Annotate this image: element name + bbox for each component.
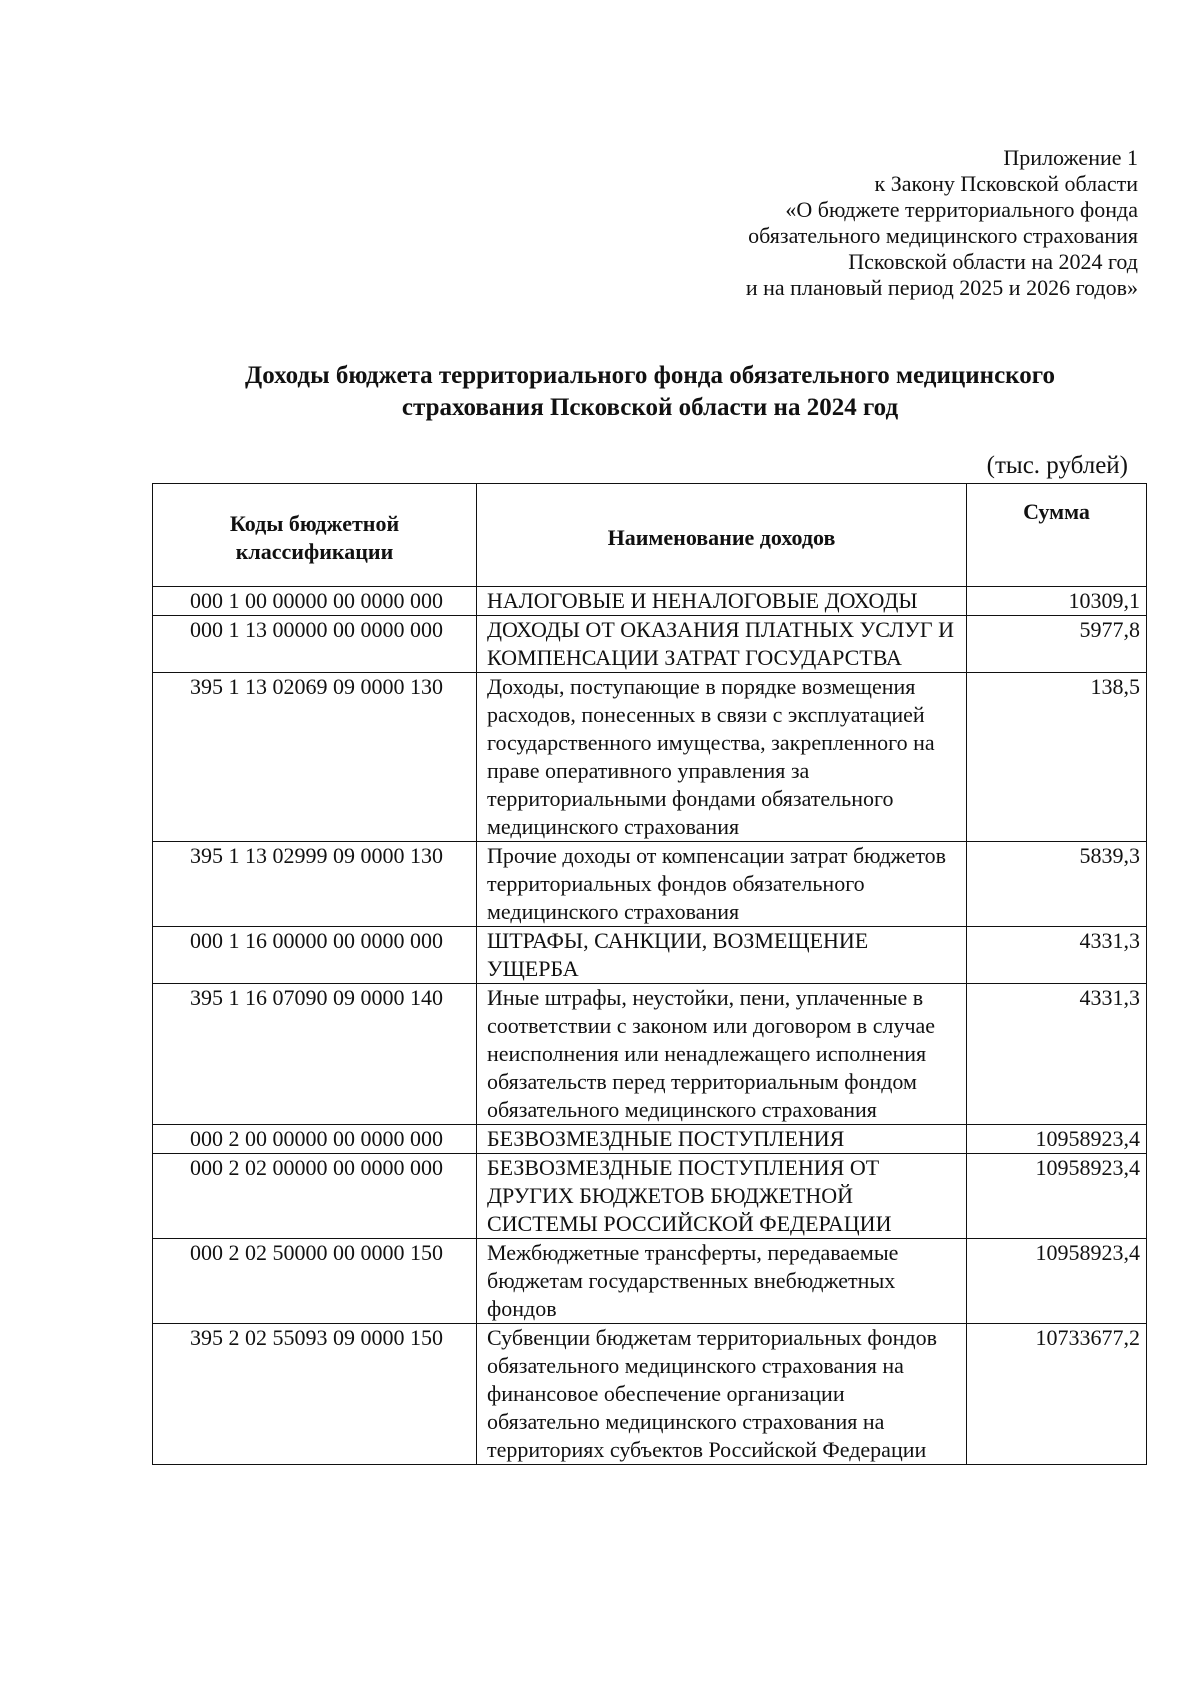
table-row (153, 1324, 1147, 1465)
name-cell: Прочие доходы от компенсации затрат бюджетов территориальных фондов обязательного медицинского страхования (477, 842, 967, 927)
name-cell: Доходы, поступающие в порядке возмещения расходов, понесенных в связи с эксплуатацией государственного имущества, закрепленного на праве оперативного управления за территориальными фондами обязательного медицинского страхования (477, 673, 967, 842)
name-cell: ШТРАФЫ, САНКЦИИ, ВОЗМЕЩЕНИЕ УЩЕРБА (477, 927, 967, 984)
appendix-line: и на плановый период 2025 и 2026 годов» (745, 275, 1138, 300)
header-sum: Сумма (967, 484, 1147, 587)
code-cell: 000 2 00 00000 00 0000 000 (153, 1125, 477, 1154)
name-cell: БЕЗВОЗМЕЗДНЫЕ ПОСТУПЛЕНИЯ (477, 1125, 967, 1154)
code-cell: 000 1 00 00000 00 0000 000 (153, 587, 477, 616)
table-row (153, 1239, 1147, 1324)
title-line: Доходы бюджета территориального фонда обязательного медицинского (245, 362, 1055, 389)
amount-cell: 10958923,4 (967, 1239, 1147, 1324)
header-code (153, 484, 477, 587)
appendix-line: Псковской области на 2024 год (848, 249, 1138, 274)
amount-cell: 10958923,4 (967, 1154, 1147, 1239)
amount-cell: 4331,3 (967, 927, 1147, 984)
table-row (153, 1125, 1147, 1154)
code-cell: 395 1 16 07090 09 0000 140 (153, 984, 477, 1125)
code-cell: 395 1 13 02069 09 0000 130 (153, 673, 477, 842)
code-cell: 395 2 02 55093 09 0000 150 (153, 1324, 477, 1465)
name-cell: Иные штрафы, неустойки, пени, уплаченные в соответствии с законом или договором в случае неисполнения или ненадлежащего исполнения обязательств перед территориальным фондом обязательного медицинского страхования (477, 984, 967, 1125)
appendix-line: «О бюджете территориального фонда (785, 197, 1138, 222)
units-label: (тыс. рублей) (986, 452, 1128, 479)
table-row (153, 616, 1147, 673)
table-row (153, 587, 1147, 616)
appendix-header (746, 145, 1138, 301)
appendix-line: к Закону Псковской области (874, 171, 1138, 196)
code-cell: 000 2 02 50000 00 0000 150 (153, 1239, 477, 1324)
table-row (153, 673, 1147, 842)
name-cell: ДОХОДЫ ОТ ОКАЗАНИЯ ПЛАТНЫХ УСЛУГ И КОМПЕНСАЦИИ ЗАТРАТ ГОСУДАРСТВА (477, 616, 967, 673)
amount-cell: 138,5 (967, 673, 1147, 842)
table-row (153, 1154, 1147, 1239)
table-row (153, 842, 1147, 927)
amount-cell: 10958923,4 (967, 1125, 1147, 1154)
income-table (152, 483, 1147, 1465)
name-cell: НАЛОГОВЫЕ И НЕНАЛОГОВЫЕ ДОХОДЫ (477, 587, 967, 616)
code-cell: 395 1 13 02999 09 0000 130 (153, 842, 477, 927)
table-body (153, 587, 1147, 1465)
appendix-line: обязательного медицинского страхования (748, 223, 1138, 248)
appendix-line: Приложение 1 (1003, 145, 1138, 170)
table-row (153, 927, 1147, 984)
header-name: Наименование доходов (477, 484, 967, 587)
amount-cell: 10309,1 (967, 587, 1147, 616)
amount-cell: 4331,3 (967, 984, 1147, 1125)
document-title (150, 360, 1150, 424)
name-cell: Субвенции бюджетам территориальных фондов обязательного медицинского страхования на финансовое обеспечение организации обязательно медицинского страхования на территориях субъектов Российской Федерации (477, 1324, 967, 1465)
table-row (153, 984, 1147, 1125)
amount-cell: 5839,3 (967, 842, 1147, 927)
code-cell: 000 2 02 00000 00 0000 000 (153, 1154, 477, 1239)
amount-cell: 10733677,2 (967, 1324, 1147, 1465)
header-code-line: классификации (235, 539, 394, 564)
code-cell: 000 1 13 00000 00 0000 000 (153, 616, 477, 673)
name-cell: Межбюджетные трансферты, передаваемые бюджетам государственных внебюджетных фондов (477, 1239, 967, 1324)
amount-cell: 5977,8 (967, 616, 1147, 673)
header-code-line: Коды бюджетной (229, 511, 400, 536)
table-header-row (153, 484, 1147, 587)
title-line: страхования Псковской области на 2024 год (401, 394, 899, 421)
name-cell: БЕЗВОЗМЕЗДНЫЕ ПОСТУПЛЕНИЯ ОТ ДРУГИХ БЮДЖЕТОВ БЮДЖЕТНОЙ СИСТЕМЫ РОССИЙСКОЙ ФЕДЕРАЦИИ (477, 1154, 967, 1239)
code-cell: 000 1 16 00000 00 0000 000 (153, 927, 477, 984)
